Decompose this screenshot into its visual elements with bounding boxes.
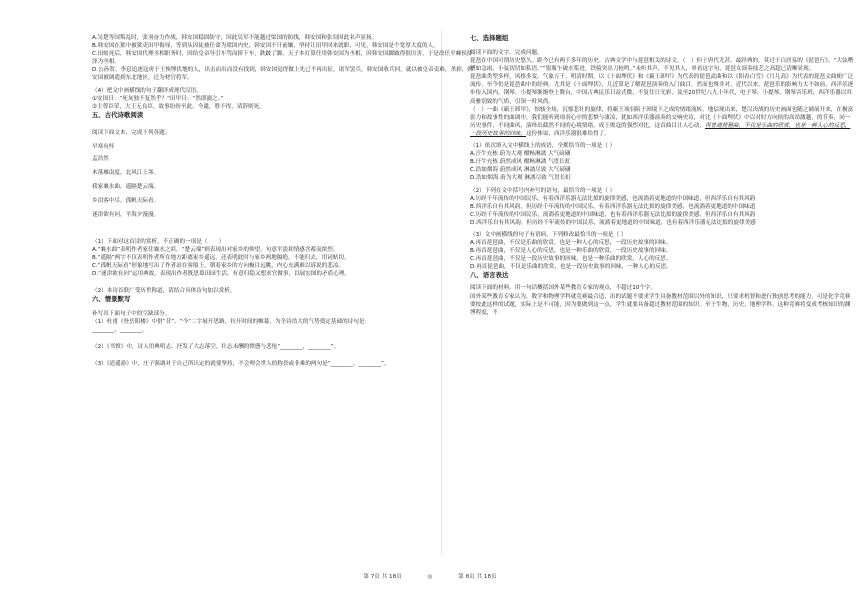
passage-paragraph-2: 琵琶曲类型多样，风格多变，气象万千。明清时期，以《十面埋伏》和《霸王卸甲》为代表的琵琶武曲和以《阳春白雪》《月儿高》为代表的琵琶文曲便广泛流传，至今仍是琵琶曲中的经典。尤其是《十面埋伏》，几近算是了解琵琶演奏的入门曲目，然而也殊非对，近代以来，琵琶乐的影响力大不如前，西洋乐逐步传入国内，钢琴、小提琴渐渐登上舞台，中国古典民乐日益式微，不复往日光彩，及至20世纪八九十年代，电子琴、小提琴、钢琴音乐班，西洋乐器以其高雅别致的气质，引领一时风尚。 (470, 74, 854, 105)
section-7-title: 七、选择题组 (470, 34, 509, 42)
fill-3[interactable]: （3）《逍遥游》中，庄子强调对于自己所认定的就要坚持，不会理会世人的称誉或非难的两句是“________，________”。 (92, 361, 390, 368)
q1-option-b: B.“遥隔”两字不仅表明作者所在地方距离家乡遥远，还表明此时与家乡两地隔绝，不能归去，用词贴切。 (92, 254, 350, 261)
s7-q3-option-c: C.再首琵琶曲，不仅是一段历史故事的回味，也是一种乐曲的欣赏，人心的反思。 (470, 256, 672, 263)
fill-1-blank[interactable]: ________，________。 (92, 327, 148, 334)
section-6-intro: 补写出下面句子中的空缺部分。 (92, 311, 171, 318)
poem-title: 早寒有怀 (92, 143, 115, 150)
s7-q3-option-a: A.再首琵琶曲，不仅是乐曲的欣赏，也是一种人心的反思，一段历史故事的回味。 (470, 240, 672, 247)
s7-q1-option-a: A.汗牛充栋 蔚为大观 酣畅淋漓 大气磅礴 (470, 151, 571, 158)
poem-author: 孟浩然 (92, 156, 109, 163)
section-6-title: 六、情景默写 (92, 295, 131, 304)
section-7-intro: 阅读下面的文字，完成问题。 (470, 50, 543, 56)
q1-option-d: D.“迷津欲有问”运用典故，表现出作者既思慕田园生活，有意归隐又想求官做事，以展宏图的矛盾心理。 (92, 270, 351, 277)
section-8-body: 国外某些教育专家认为，数学和物理学科就竞赛最合适，出的试题不要求学生具备教材范围以外的知识，只要求机智和进行独创思考的能力，可是化学竞赛要按此这样的试题，实际上是不可能，因为要做到这一点，学生就要具备超过教材范围的知识。至于生物，历史，地理学科，这种竞赛将变成考核知识的渊博程度，不 (470, 293, 851, 316)
passage-paragraph-3: （ ）一曲《霸王卸甲》，惊骇全场，沉郁悲壮的旋律，将霸王项羽陷于困境下之成的情绪流转，地层现出来，楚汉决战的历史画面也随之铺展开来，在极富张力和故事性的曲调中，我们能听到项羽心中的悲愤与凄凉，犹如西洋乐器演奏的交响史诗，对比《十面埋伏》中以对时方向侯的高昂激越，的节奏，同一历史事件，不同曲风，演绎出截然不同的心境情绪，成王败寇的强烈对比，这首曲目让人心动，再普通琵琶曲，不仅是乐曲的欣赏，也是一种人心的反思，一段历史故事的回味。这份体谅，西洋乐器很难给得了。 (470, 106, 854, 137)
q3-option-d: D.公孙贺、李息追逐寇虏于王恢埋伏地的人，出击而出而没有找到，韩安国觉得做上先已不再出征，诸军罢兵，韩安国收兵回，就以被皇帝责难，杀掉，韩安国被调遣到东北地区，迁为材官将军。 (92, 67, 473, 82)
section-8-intro: 阅读下面的材料，用一句话概括国外某些教育专家的观点，不超过10个字。 (470, 285, 657, 292)
center-mark: ◎ (427, 574, 433, 580)
poem-line: 乡泪客中尽，孤帆天际看。 (92, 198, 160, 205)
q1-option-a: A.“襄水曲”表明作者家住襄水之滨，“楚云端”则表现出对家乡的仰望，句意平淡却情感含蓄而浓烈。 (92, 246, 339, 253)
s7-q3-stem: （3）文中画横线的句子有语病，下列修改最恰当的一项是（ ） (470, 231, 627, 238)
s7-q1-option-d: D.浩如烟海 蔚为大观 淋漓尽致 气贯长虹 (470, 175, 571, 182)
poem-line: 我家襄水曲，遥隔楚云端。 (92, 184, 160, 191)
page-footer (0, 572, 860, 580)
right-page-number: 第 8页 共 18页 (458, 574, 497, 580)
s7-q2-option-a: A.历经千年流传的中国民乐，有着西洋乐器无法比拟的旋律美感，也流淌着更地道的中国味道，但西洋乐自有其风韵 (470, 195, 756, 202)
q1-stem: （1）下面对这首诗的赏析，不正确的一项是（ ） (92, 238, 225, 245)
q4-item-2: ②主尊臣荣，大王无良臣，故事纷纷至此。今谴，胜不得，请辞则死。 (92, 103, 265, 110)
s7-q1-stem: （1）依次填入文中横线上的成语，全都恰当的一项是（ ） (470, 143, 616, 150)
s7-q2-option-b: B.西洋乐自有其风韵，但历经千年流传的中国民乐，有着西洋乐器无法比拟的旋律美感，也流淌着更地道的中国味道 (470, 203, 756, 210)
section-5-title: 五、古代诗歌阅读 (92, 110, 144, 119)
s7-q3-option-b: B.再首琵琶曲，不仅是人心的反思，也是一种乐曲的欣赏，一段历史故事的回味。 (470, 248, 672, 255)
section-8-title: 八、语言表达 (470, 271, 509, 280)
fill-2[interactable]: （2）《书愤》中，诗人用典明志，抒发了大志落空，壮志未酬的愤懑与悲怆“________，________”。 (92, 344, 340, 351)
s7-q2-option-d: D.西洋乐自有其风韵，但历经千年流传的中国民乐，流淌着更地道的中国味道，也有着西洋乐器无法比拟的旋律美感 (470, 219, 756, 226)
q3-option-b: B.韩安国在狱中被狱吏田甲侮辱，等到从囚徒被任命为梁国内史，韩安国不计前嫌，坚持让田甲回来就职，可见，韩安国是个宽厚大度的人。 (92, 43, 439, 50)
s7-q1-option-b: B.汗牛充栋 蔚然成风 酣畅淋漓 气贯长虹 (470, 159, 571, 166)
right-page (470, 34, 854, 317)
q4-title: （4）把文中画横线的句子翻译成现代汉语。 (92, 87, 202, 94)
left-page-number: 第 7页 共 18页 (363, 574, 402, 580)
fill-1-stem: （1）杜甫《登岳阳楼》中借“昔”、“今”二字展开思路，拉开时间的帷幕，为全诗浩大的气势奠定基础的诗句是： (92, 319, 371, 326)
left-page (92, 34, 476, 369)
poem-line: 木落雁南度，北风江上寒。 (92, 170, 160, 177)
q3-option-a: A.吴楚等国叛乱时，张羽奋力作战，韩安国稳固防守，因此吴军不能越过梁国的防线，韩安国和张羽因此名声显扬。 (92, 35, 378, 41)
q1-option-c: C.“孤帆天际看”形象地写出了作者站在客船上，朝着家乡的方向极目远眺，内心充满难以诉说的悲凉。 (92, 262, 345, 269)
passage-paragraph-1: 琵琶在中国可谓历史悠久。距今已有两千多年的历史。古典文学中与琵琶相关的诗文，（ ）但于唐代尤甚。最经典的，莫过于白居易的《琵琶行》。“大弦嘈嘈如急雨，小弦切切如私语。”“银瓶乍破水浆迸，铁骑突出刀枪鸣。”未听其声，不见其人，单看这字句，琵琶女演奏技艺之高超已清晰显现。 (470, 58, 854, 73)
poem-line: 迷津欲有问，平海夕漫漫。 (92, 212, 160, 219)
q4-item-1: ①安国曰：“死灰独不复然乎？”田甲曰：“然即溺之。” (92, 95, 224, 102)
q3-option-c: C.田蚡死后，韩安国代理丞相职务时，因给皇帝导引车驾而摔下车，跌跛了脚，天子本打算任用韩安国为丞相，因韩安国脚跛得很厉害，于是改任平棘侯薛泽为丞相。 (92, 51, 473, 66)
underlined-sentence: 再普通琵琶曲，不仅是乐曲的欣赏，也是一种人心的反思，一段历史故事的回味。 (470, 122, 851, 137)
s7-q1-option-c: C.浩如烟海 蔚然成风 淋漓尽致 大气磅礴 (470, 167, 571, 174)
section-5-intro: 阅读下面文本，完成下列各题。 (92, 129, 171, 136)
s7-q3-option-d: D.再首琵琶曲，不仅是乐曲的欣赏，也是一段历史故事的回味，一种人心的反思。 (470, 264, 672, 271)
s7-q2-option-c: C.历经千年流传的中国民乐，流淌着更地道的中国味道，也有着西洋乐器无法比拟的旋律美感，但西洋乐自有其风韵 (470, 211, 756, 218)
s7-q2-stem: （2）下列在文中括号内补写的语句，最恰当的一项是（ ） (470, 187, 616, 194)
q2-stem: （2）本诗首联广受历世称道，请结合具体诗句加以赏析。 (92, 287, 236, 294)
